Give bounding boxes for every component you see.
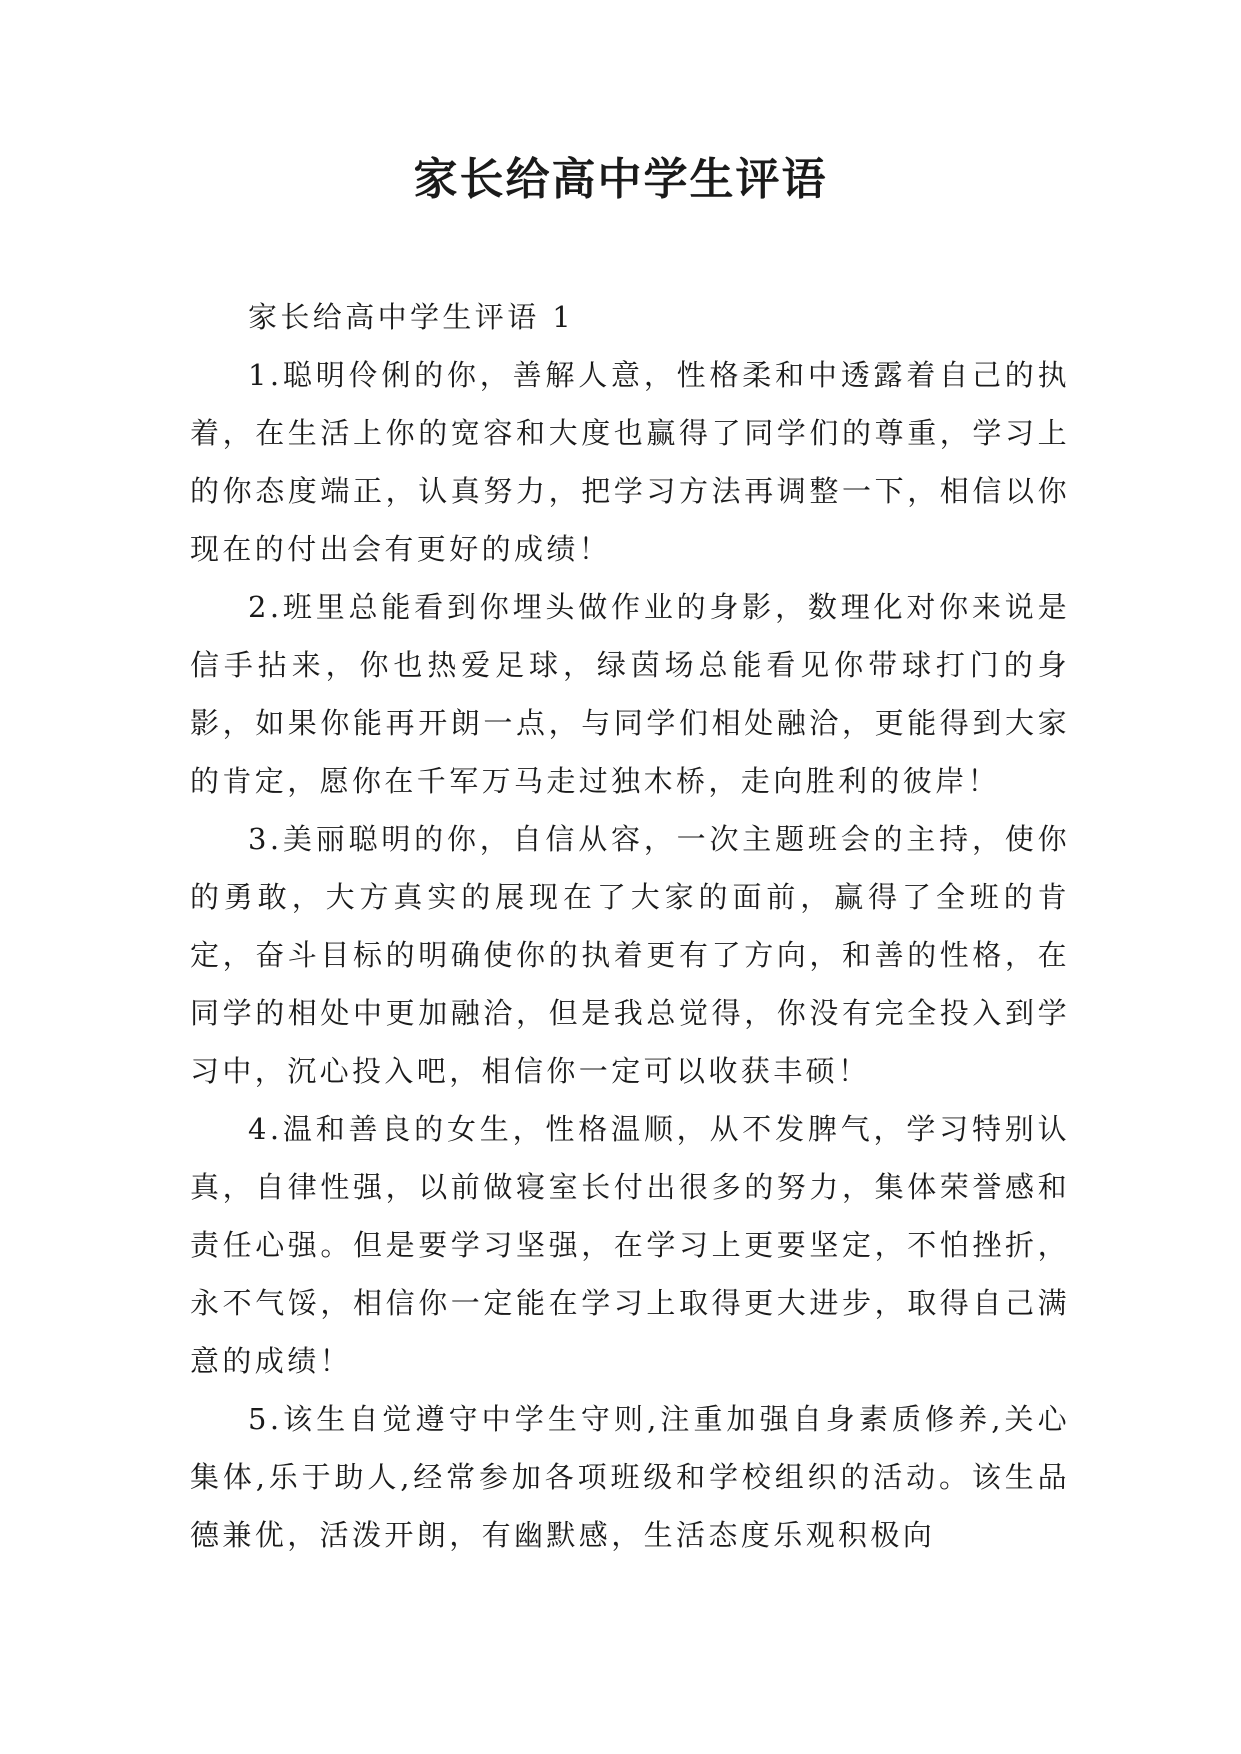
comment-paragraph-2: 2.班里总能看到你埋头做作业的身影，数理化对你来说是信手拈来，你也热爱足球，绿茵场总能看见你带球打门的身影，如果你能再开朗一点，与同学们相处融洽，更能得到大家的肯定，愿你在千军万马走过独木桥，走向胜利的彼岸！ <box>190 590 1070 798</box>
section-heading: 家长给高中学生评语 1 <box>248 300 575 334</box>
comment-paragraph-1: 1.聪明伶俐的你，善解人意，性格柔和中透露着自己的执着，在生活上你的宽容和大度也赢得了同学们的尊重，学习上的你态度端正，认真努力，把学习方法再调整一下，相信以你现在的付出会有更好的成绩！ <box>190 358 1070 566</box>
comment-paragraph-4: 4.温和善良的女生，性格温顺，从不发脾气，学习特别认真，自律性强，以前做寝室长付出很多的努力，集体荣誉感和责任心强。但是要学习坚强，在学习上更要坚定，不怕挫折，永不气馁，相信你一定能在学习上取得更大进步，取得自己满意的成绩！ <box>190 1112 1070 1378</box>
comment-paragraph-5: 5.该生自觉遵守中学生守则,注重加强自身素质修养,关心集体,乐于助人,经常参加各项班级和学校组织的活动。该生品德兼优，活泼开朗，有幽默感，生活态度乐观积极向 <box>190 1402 1070 1552</box>
document-title: 家长给高中学生评语 <box>413 154 828 205</box>
document-body <box>190 288 1070 1564</box>
comment-paragraph-3: 3.美丽聪明的你，自信从容，一次主题班会的主持，使你的勇敢，大方真实的展现在了大家的面前，赢得了全班的肯定，奋斗目标的明确使你的执着更有了方向，和善的性格，在同学的相处中更加融洽，但是我总觉得，你没有完全投入到学习中，沉心投入吧，相信你一定可以收获丰硕！ <box>190 822 1070 1088</box>
